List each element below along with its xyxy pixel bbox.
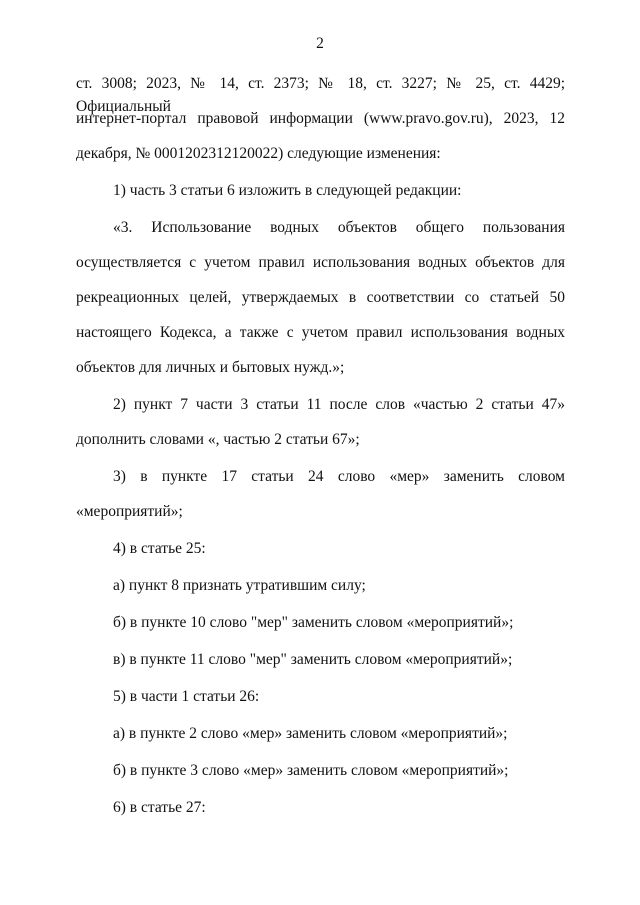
text-line: «3. Использование водных объектов общего пользования [113, 219, 565, 236]
text-line: интернет-портал правовой информации (www.pravo.gov.ru), 2023, 12 [76, 110, 565, 127]
paragraph [76, 796, 565, 819]
text-line: б) в пункте 3 слово «мер» заменить словом «мероприятий»; [113, 762, 509, 779]
page-number: 2 [316, 35, 324, 52]
document-body [76, 72, 565, 819]
text-line: ст. 3008; 2023, № 14, ст. 2373; № 18, ст. 3227; № 25, ст. 4429; Официальный [76, 75, 565, 115]
text-line: в) в пункте 11 слово "мер" заменить словом «мероприятий»; [113, 651, 513, 668]
paragraph [76, 216, 565, 379]
text-line: 6) в статье 27: [113, 799, 206, 816]
paragraph [76, 179, 565, 202]
paragraph [76, 759, 565, 782]
text-line: осуществляется с учетом правил использования водных объектов для [76, 254, 565, 271]
text-line: 1) часть 3 статьи 6 изложить в следующей редакции: [113, 182, 462, 199]
text-line: 5) в части 1 статьи 26: [113, 688, 260, 705]
text-line: а) в пункте 2 слово «мер» заменить словом «мероприятий»; [113, 725, 508, 742]
paragraph [76, 72, 565, 165]
paragraph [76, 722, 565, 745]
text-line: «мероприятий»; [76, 503, 183, 520]
text-line: 4) в статье 25: [113, 540, 206, 557]
text-line: 3) в пункте 17 статьи 24 слово «мер» заменить словом [113, 468, 565, 485]
text-line: б) в пункте 10 слово "мер" заменить словом «мероприятий»; [113, 614, 514, 631]
text-line: рекреационных целей, утверждаемых в соответствии со статьей 50 [76, 289, 565, 306]
paragraph [76, 465, 565, 523]
text-line: объектов для личных и бытовых нужд.»; [76, 359, 345, 376]
paragraph [76, 393, 565, 451]
text-line: 2) пункт 7 части 3 статьи 11 после слов «частью 2 статьи 47» [113, 396, 565, 413]
text-line: дополнить словами «, частью 2 статьи 67»; [76, 431, 360, 448]
paragraph [76, 611, 565, 634]
text-line: а) пункт 8 признать утратившим силу; [113, 577, 366, 594]
paragraph [76, 648, 565, 671]
paragraph [76, 537, 565, 560]
text-line: настоящего Кодекса, а также с учетом правил использования водных [76, 324, 565, 341]
paragraph [76, 574, 565, 597]
paragraph [76, 685, 565, 708]
text-line: декабря, № 0001202312120022) следующие изменения: [76, 145, 441, 162]
